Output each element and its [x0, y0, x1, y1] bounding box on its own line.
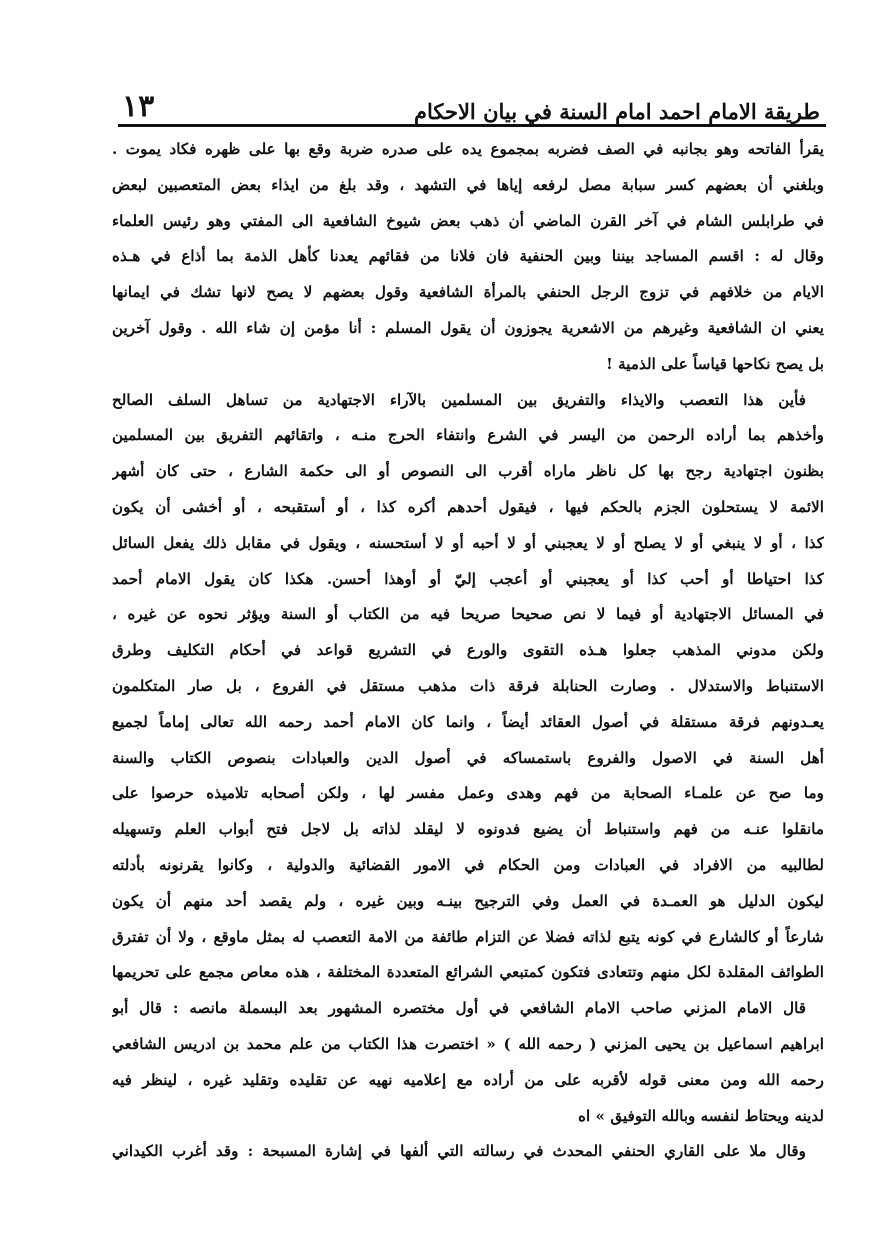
text-line: وقال ملا على القاري الحنفي المحدث في رسالته التي ألفها في إشارة المسبحة : وقد أغرب الكيداني	[112, 1142, 806, 1161]
text-line: في المسائل الاجتهادية أو فيما لا نص صحيحا صريحا فيه من الكتاب أو السنة ويؤثر نحوه عن غيره ،	[112, 605, 824, 624]
text-line: الاستنباط والاستدلال . وصارت الحنابلة فرقة ذات مذهب مستقل في الفروع ، بل صار المتكلمون	[112, 676, 824, 695]
text-line: لدينه ويحتاط لنفسه وبالله التوفيق » اه	[578, 1106, 824, 1125]
text-line: في طرابلس الشام في آخر القرن الماضي أن ذهب بعض شيوخ الشافعية الى المفتي وهو رئيس العلماء	[112, 211, 824, 230]
text-line: وقال له : اقسم المساجد بيننا وبين الحنفية فان فلانا من فقائهم يعدنا كأهل الذمة بما أذاع في هـذه	[112, 247, 824, 266]
text-line: ابراهيم اسماعيل بن يحيى المزني ( رحمه الله ) « اختصرت هذا الكتاب من علم محمد بن ادريس الشافعي	[112, 1034, 824, 1053]
text-line: كذا ، أو لا ينبغي أو لا يصلح أو لا يعجبني أو لا أحبه أو لا أستحسنه ، ويقول في مقابل ذلك يفعل السائل	[112, 533, 824, 552]
text-line: ليكون الدليل هو العمـدة في العمل وفي الترجيح بينـه وبين غيره ، ولم يقصد أحد منهم أن يكون	[112, 891, 824, 910]
text-line: وأخذهم بما أراده الرحمن من اليسر في الشرع وانتفاء الحرج منـه ، واتقائهم التفريق بين المسلمين	[112, 426, 824, 445]
text-line: مانقلوا عنـه من فهم واستنباط أن يضيع فدونوه لا ليقلد لذاته بل لاجل فتح أبواب العلم وتسهيله	[112, 820, 824, 839]
body-text	[112, 132, 824, 1170]
text-line: بل يصح نكاحها قياساً على الذمية !	[606, 354, 824, 373]
text-line: شارعاً أو كالشارع في كونه يتبع لذاته فضلا عن التزام طائفة من الامة التعصب له بمثل ماوقع ، ولا أن تفترق	[112, 927, 824, 946]
text-line: أهل السنة في الاصول والفروع باستمساكه في أصول الدين والعبادات بنصوص الكتاب والسنة	[112, 748, 824, 767]
page-number: ١٣	[122, 89, 155, 124]
text-line: ولكن مدوني المذهب جعلوا هـذه التقوى والورع في التشريع قواعد في أحكام التكليف وطرق	[112, 641, 824, 660]
text-line: بظنون اجتهادية رجح بها كل ناظر ماراه أقرب الى النصوص أو الى حكمة الشارع ، حتى كان أشهر	[112, 462, 824, 481]
text-line: يقرأ الفاتحه وهو بجانبه في الصف فضربه بمجموع يده على صدره ضربة وقع بها على ظهره فكاد يموت .	[112, 140, 824, 158]
text-line: الايام من خلافهم في تزوج الرجل الحنفي بالمرأة الشافعية وقول بعضهم لا يصح لانها تشك في ايمانها	[112, 283, 824, 302]
running-title: طريقة الامام احمد امام السنة في بيان الاحكام	[413, 99, 820, 124]
text-line: فأين هذا التعصب والايذاء والتفريق بين المسلمين بالآراء الاجتهادية من تساهل السلف الصالح	[112, 390, 806, 409]
text-line: لطالبيه من الافراد في العبادات ومن الحكام في الامور القضائية والدولية ، وكانوا يقرنونه بأدلته	[112, 855, 824, 874]
text-line: رحمه الله ومن معنى قوله لأقربه على من أراده مع إعلاميه نهيه عن تقليده وتقليد غيره ، لينظر فيه	[112, 1070, 824, 1089]
text-line: الطوائف المقلدة لكل منهم وتتعادى فتكون كمتبعي الشرائع المتعددة المختلفة ، هذه معاص مجمع على تحريمها	[112, 963, 824, 982]
text-line: كذا احتياطا أو أحب كذا أو يعجبني أو أعجب إليّ أو أوهذا أحسن. هكذا كان يقول الامام أحمد	[112, 569, 824, 588]
text-line: يعـدونهم فرقة مستقلة في أصول العقائد أيضاً ، وانما كان الامام أحمد رحمه الله تعالى إماماً لجميع	[112, 712, 824, 731]
text-line: قال الامام المزني صاحب الامام الشافعي في أول مختصره المشهور بعد البسملة مانصه : قال أبو	[112, 999, 806, 1018]
header-rule	[118, 124, 826, 127]
page-header	[120, 82, 820, 122]
text-line: الائمة لا يستحلون الجزم بالحكم فيها ، فيقول أحدهم أكره كذا ، أو أستقبحه ، أو أخشى أن يكون	[112, 497, 824, 516]
text-line: وبلغني أن بعضهم كسر سبابة مصل لرفعه إياها في التشهد ، وقد بلغ من ايذاء بعض المتعصبين لبعض	[112, 175, 824, 194]
text-line: وما صح عن علمـاء الصحابة من فهم وهدى وعمل مفسر لها ، ولكن أصحابه تلاميذه حرصوا على	[112, 784, 824, 803]
text-line: يعني ان الشافعية وغيرهم من الاشعرية يجوزون أن يقول المسلم : أنا مؤمن إن شاء الله . وقول آخرين	[112, 318, 824, 337]
